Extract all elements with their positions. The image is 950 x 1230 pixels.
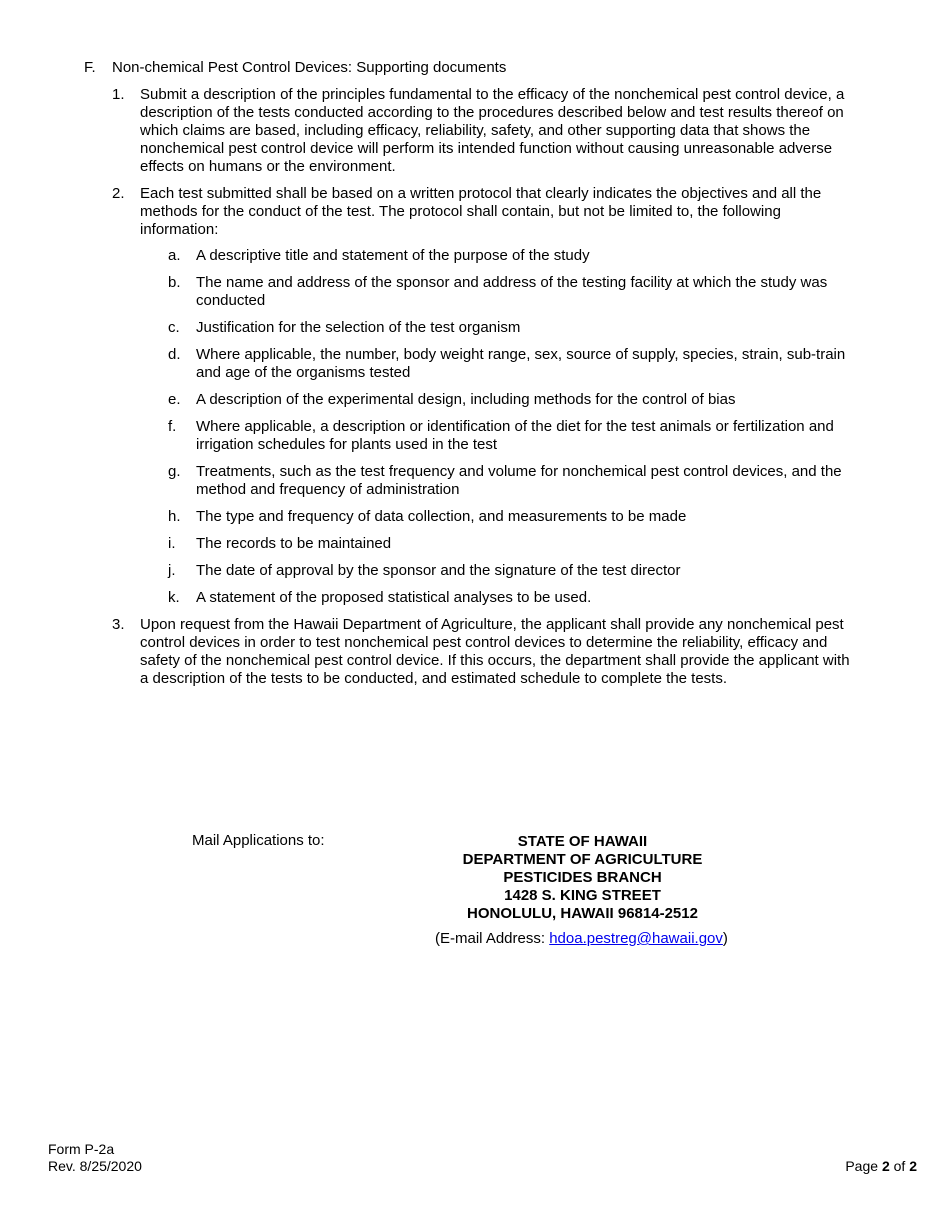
page-of: of [889,1158,910,1174]
sub-item-text: The name and address of the sponsor and address of the testing facility at which the study was conducted [196,274,828,309]
page-total: 2 [909,1158,917,1174]
sub-item [168,463,858,499]
sub-item-text: The type and frequency of data collection, and measurements to be made [196,508,687,525]
section-heading [84,59,864,77]
sub-item-text: A descriptive title and statement of the purpose of the study [196,247,590,264]
sub-item-letter: a. [168,247,181,264]
sub-item-letter: i. [168,535,176,552]
item-text: Submit a description of the principles fundamental to the efficacy of the nonchemical pest control device, a description of the tests conducted according to the procedures described below and test results thereof on which claims are based, including efficacy, reliability, safety, and other supporting data that shows the nonchemical pest control device will perform its intended function without causing unreasonable adverse effects on humans or the environment. [140,86,845,175]
sub-item [168,508,858,526]
email-suffix: ) [722,930,728,947]
item-number: 1. [112,86,125,103]
list-item [112,616,857,688]
section-title: Non-chemical Pest Control Devices: Supporting documents [112,59,507,76]
sub-item [168,346,858,382]
email-prefix: (E-mail Address: [435,930,550,947]
form-info [48,1141,142,1175]
page-current: 2 [881,1158,890,1174]
sub-item [168,418,858,454]
address-line: STATE OF HAWAII [517,833,648,850]
item-text: Each test submitted shall be based on a written protocol that clearly indicates the objectives and all the methods for the conduct of the test. The protocol shall contain, but not be limited to, the following information: [140,185,822,238]
sub-item-letter: h. [168,508,181,525]
address-line: HONOLULU, HAWAII 96814-2512 [467,905,698,922]
sub-item [168,562,858,580]
sub-item [168,319,858,337]
sub-item-letter: g. [168,463,181,480]
item-number: 2. [112,185,125,202]
sub-item-text: Where applicable, a description or identification of the diet for the test animals or fertilization and irrigation schedules for plants used in the test [196,418,834,453]
sub-item-letter: f. [168,418,177,435]
sub-item-text: Treatments, such as the test frequency and volume for nonchemical pest control devices, and the method and frequency of administration [196,463,842,498]
sub-item [168,247,858,265]
mailing-address [430,833,735,923]
sub-item-letter: e. [168,391,181,408]
page-number [845,1158,917,1175]
item-number: 3. [112,616,125,633]
address-line: 1428 S. KING STREET [504,887,661,904]
sub-item-text: Where applicable, the number, body weight range, sex, source of supply, species, strain, sub-train and age of the organisms tested [196,346,846,381]
form-number: Form P-2a [48,1141,115,1157]
sub-item [168,391,858,409]
sub-item-letter: b. [168,274,181,291]
list-item [112,86,857,176]
sub-item-letter: d. [168,346,181,363]
email-link[interactable]: hdoa.pestreg@hawaii.gov [549,930,723,947]
address-line: PESTICIDES BRANCH [503,869,662,886]
revision-date: Rev. 8/25/2020 [48,1158,142,1174]
item-text: Upon request from the Hawaii Department of Agriculture, the applicant shall provide any nonchemical pest control devices in order to test nonchemical pest control devices to determine the reliability, efficacy and safety of the nonchemical pest control device. If this occurs, the department shall provide the applicant with a description of the tests to be conducted, and estimated schedule to complete the tests. [140,616,850,687]
sub-item-text: Justification for the selection of the test organism [196,319,521,336]
sub-item-letter: j. [168,562,176,579]
sub-item-letter: c. [168,319,180,336]
sub-item-text: A statement of the proposed statistical analyses to be used. [196,589,592,606]
address-line: DEPARTMENT OF AGRICULTURE [462,851,703,868]
sub-item-text: The records to be maintained [196,535,392,552]
list-item [112,185,857,239]
sub-item-text: The date of approval by the sponsor and the signature of the test director [196,562,681,579]
sub-item [168,535,858,553]
sub-item-text: A description of the experimental design, including methods for the control of bias [196,391,736,408]
sub-item [168,274,858,310]
mail-applications-label: Mail Applications to: [192,832,325,849]
email-line [435,930,728,948]
sub-item [168,589,858,607]
sub-item-letter: k. [168,589,180,606]
section-letter: F. [84,59,96,76]
page-prefix: Page [845,1158,882,1174]
